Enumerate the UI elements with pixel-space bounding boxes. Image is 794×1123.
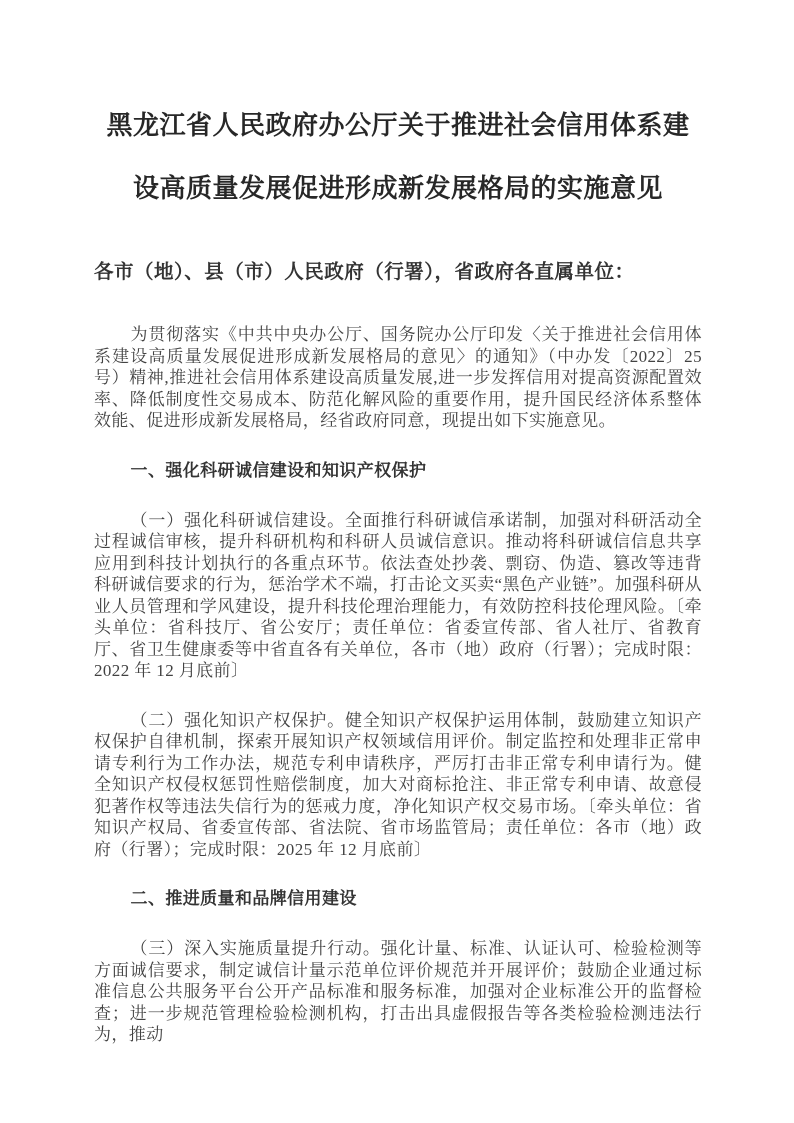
section-1-paragraph-2: （二）强化知识产权保护。健全知识产权保护运用体制，鼓励建立知识产权保护自律机制，探索开展知识产权领域信用评价。制定监控和处理非正常申请专利行为工作办法，规范专利申请秩序，严厉打击非正常专利申请行为。健全知识产权侵权惩罚性赔偿制度，加大对商标抢注、非正常专利申请、故意侵犯著作权等违法失信行为的惩戒力度，净化知识产权交易市场。〔牵头单位：省知识产权局、省委宣传部、省法院、省市场监管局；责任单位：各市（地）政府（行署）；完成时限：2025 年 12 月底前〕	[94, 710, 702, 859]
section-2-paragraph-1: （三）深入实施质量提升行动。强化计量、标准、认证认可、检验检测等方面诚信要求，制定诚信计量示范单位评价规范并开展评价；鼓励企业通过标准信息公共服务平台公开产品标准和服务标准，加强对企业标准公开的监督检查；进一步规范管理检验检测机构，打击出具虚假报告等各类检验检测违法行为，推动	[94, 939, 702, 1044]
salutation-line: 各市（地）、县（市）人民政府（行署），省政府各直属单位：	[94, 262, 635, 283]
section-1-paragraph-1: （一）强化科研诚信建设。全面推行科研诚信承诺制，加强对科研活动全过程诚信审核，提升科研机构和科研人员诚信意识。推动将科研诚信信息共享应用到科技计划执行的各重点环节。依法查处抄袭、剽窃、伪造、篡改等违背科研诚信要求的行为，惩治学术不端，打击论文买卖“黑色产业链”。加强科研从业人员管理和学风建设，提升科技伦理治理能力，有效防控科技伦理风险。〔牵头单位：省科技厅、省公安厅；责任单位：省委宣传部、省人社厅、省教育厅、省卫生健康委等中省直各有关单位，各市（地）政府（行署）；完成时限：2022 年 12 月底前〕	[94, 510, 702, 680]
intro-paragraph: 为贯彻落实《中共中央办公厅、国务院办公厅印发〈关于推进社会信用体系建设高质量发展促进形成新发展格局的意见〉的通知》（中办发〔2022〕25 号）精神,推进社会信用体系建设高质量发展,进一步发挥信用对提高资源配置效率、降低制度性交易成本、防范化解风险的重要作用，提升国民经济体系整体效能、促进形成新发展格局，经省政府同意，现提出如下实施意见。	[94, 325, 702, 430]
document-title-line-1: 黑龙江省人民政府办公厅关于推进社会信用体系建	[106, 111, 690, 140]
section-2-heading: 二、推进质量和品牌信用建设	[130, 889, 357, 908]
section-1-heading: 一、强化科研诚信建设和知识产权保护	[130, 460, 427, 480]
document-title-line-2: 设高质量发展促进形成新发展格局的实施意见	[132, 174, 663, 203]
document-title	[94, 94, 702, 220]
